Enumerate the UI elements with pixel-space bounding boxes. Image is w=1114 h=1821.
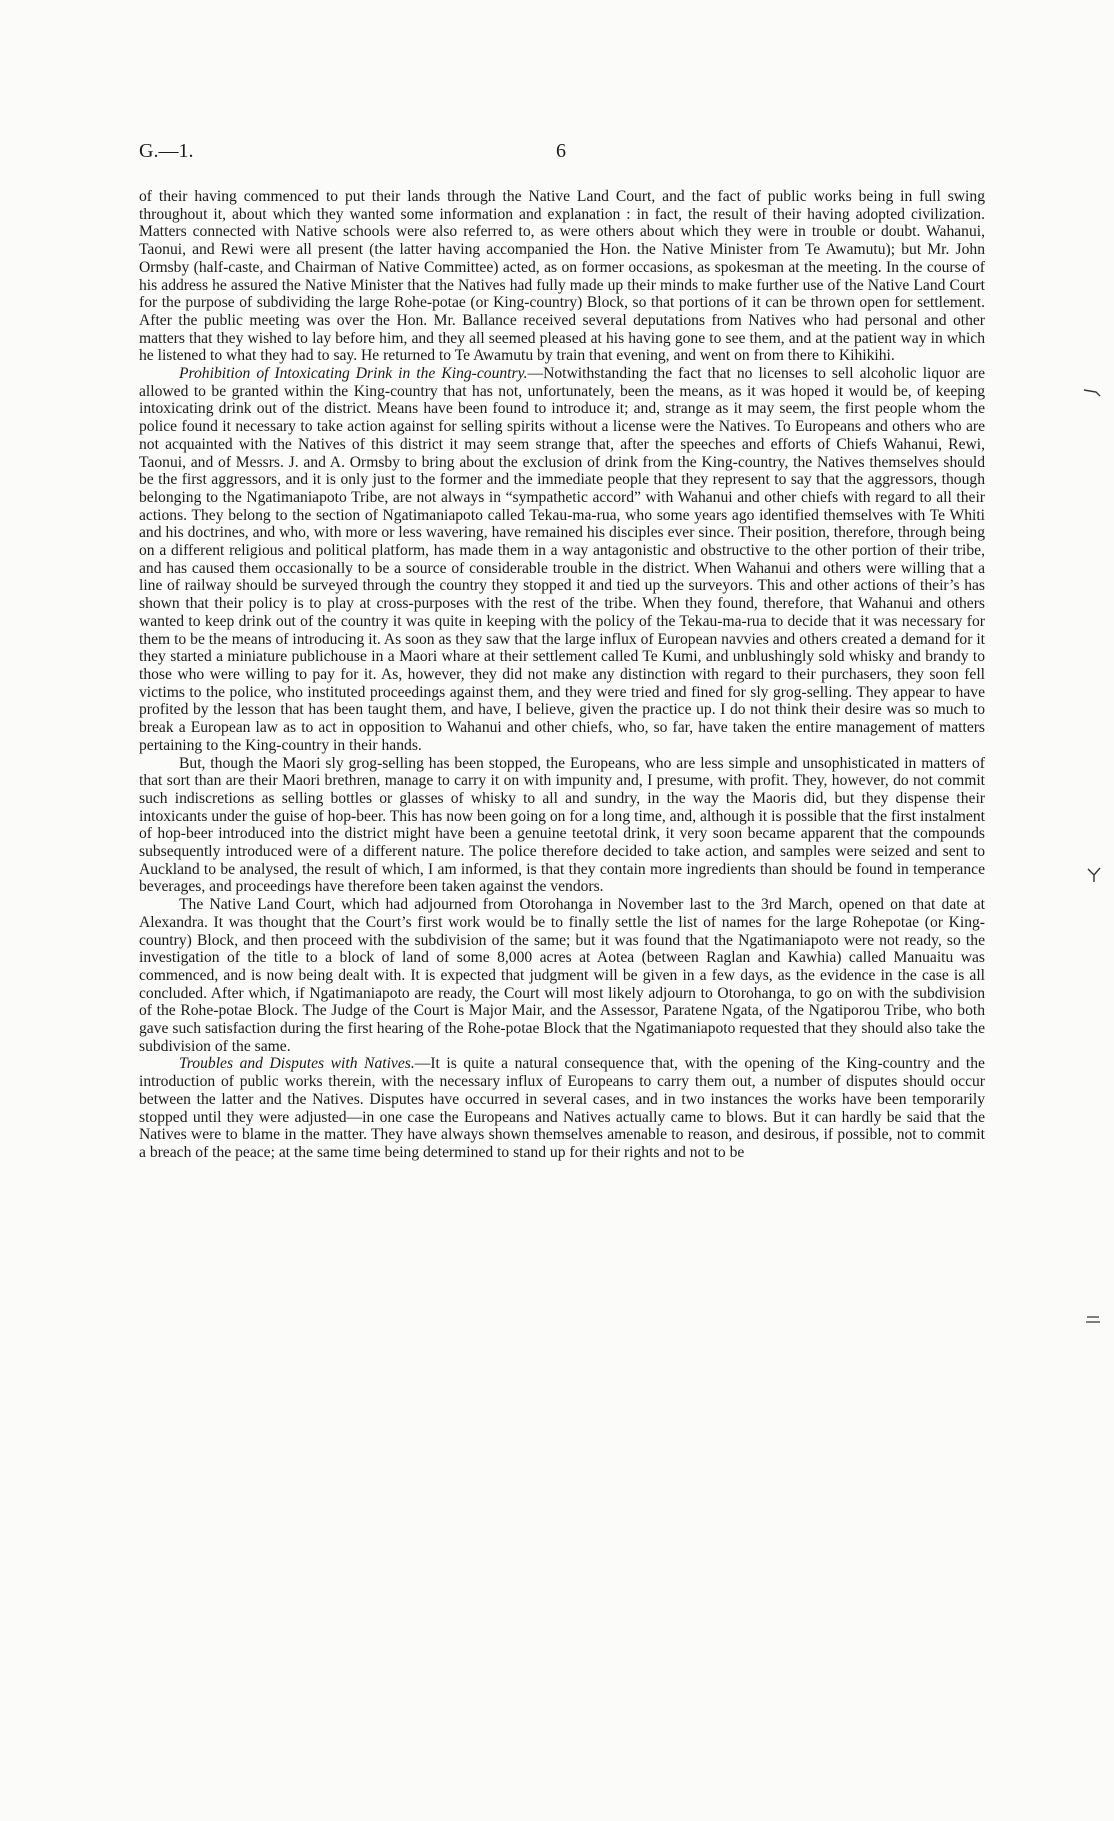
paragraph-4-text: The Native Land Court, which had adjourned from Otorohanga in November last to the 3rd March, opened on that date at Alexandra. It was thought that the Court’s first work would be to finally settle the list of names for the large Rohepotae (or King-country) Block, and then proceed with the subdivision of the same; but it was found that the Ngatimaniapoto were not ready, so the investigation of the title to a block of land of some 8,000 acres at Aotea (between Raglan and Kawhia) called Manuaitu was commenced, and is now being dealt with. It is expected that judgment will be given in a few days, as the evidence in the case is all concluded. After which, if Ngatimaniapoto are ready, the Court will most likely adjourn to Otorohanga, to go on with the subdivision of the Rohe-potae Block. The Judge of the Court is Major Mair, and the Assessor, Paratene Ngata, of the Ngatiporou Tribe, who both gave such satisfaction during the first hearing of the Rohe-potae Block that the Ngatimaniapoto requested that they should also take the subdivision of the same.	[139, 896, 985, 1055]
paragraph-5	[139, 1055, 985, 1161]
section-heading-troubles: Troubles and Disputes with Natives.	[179, 1055, 415, 1073]
paragraph-2	[139, 365, 985, 754]
page-number: 6	[556, 140, 566, 162]
paragraph-3-text: But, though the Maori sly grog-selling has been stopped, the Europeans, who are less simple and unsophisticated in matters of that sort than are their Maori brethren, manage to carry it on with impunity and, I presume, with profit. They, however, do not commit such indiscretions as selling bottles or glasses of whisky to all and sundry, in the way the Maoris did, but they dispense their intoxicants under the guise of hop-beer. This has now been going on for a long time, and, although it is possible that the first instalment of hop-beer introduced into the district might have been a genuine teetotal drink, it very soon became apparent that the compounds subsequently introduced were of a different nature. The police therefore decided to take action, and samples were seized and sent to Auckland to be analysed, the result of which, I am informed, is that they contain more ingredients than should be found in temperance beverages, and proceedings have therefore been taken against the vendors.	[139, 754, 985, 896]
section-heading-prohibition: Prohibition of Intoxicating Drink in the King-country.	[179, 365, 528, 383]
paragraph-2-text: —Notwithstanding the fact that no licenses to sell alcoholic liquor are allowed to be granted within the King-country that has not, unfortunately, been the means, as it was hoped it would be, of keeping intoxicating drink out of the district. Means have been found to introduce it; and, strange as it may seem, the first people whom the police found it necessary to take action against for selling spirits without a license were the Natives. To Europeans and others who are not acquainted with the Natives of this district it may seem strange that, after the speeches and efforts of Chiefs Wahanui, Rewi, Taonui, and of Messrs. J. and A. Ormsby to bring about the exclusion of drink from the King-country, the Natives themselves should be the first aggressors, and it is only just to the former and the immediate people that they represent to say that the aggressors, though belonging to the Ngatimaniapoto Tribe, are not always in “sympathetic accord” with Wahanui and other chiefs with regard to all their actions. They belong to the section of Ngatimaniapoto called Tekau-ma-rua, who some years ago identified themselves with Te Whiti and his doctrines, and who, with more or less wavering, have remained his disciples ever since. Their position, therefore, through being on a different religious and political platform, has made them in a way antagonistic and obstructive to the other portion of their tribe, and has caused them occasionally to be a source of considerable trouble in the district. When Wahanui and others were willing that a line of railway should be surveyed through the country they stopped it and tied up the surveyors. This and other actions of their’s has shown that their policy is to play at cross-purposes with the rest of the tribe. When they found, therefore, that Wahanui and others wanted to keep drink out of the country it was quite in keeping with the policy of the Tekau-ma-rua to decide that it was necessary for them to be the means of introducing it. As soon as they saw that the large influx of European navvies and others created a demand for it they started a miniature publichouse in a Maori whare at their settlement called Te Kumi, and unblushingly sold whisky and brandy to those who were willing to pay for it. As, however, they did not make any distinction with regard to their purchasers, they soon fell victims to the police, who instituted proceedings against them, and they were tried and fined for sly grog-selling. They appear to have profited by the lesson that has been taught them, and have, I believe, given the practice up. I do not think their desire was so much to break a European law as to act in opposition to Wahanui and other chiefs, who, so far, have taken the entire management of matters pertaining to the King-country in their hands.	[139, 365, 985, 754]
paragraph-5-text: —It is quite a natural consequence that, with the opening of the King-country and the introduction of public works therein, with the necessary influx of Europeans to carry them out, a number of disputes should occur between the latter and the Natives. Disputes have occurred in several cases, and in two instances the works have been temporarily stopped until they were adjusted—in one case the Europeans and Natives actually came to blows. But it can hardly be said that the Natives were to blame in the matter. They have always shown themselves amenable to reason, and desirous, if possible, not to commit a breach of the peace; at the same time being determined to stand up for their rights and not to be	[139, 1055, 985, 1161]
document-reference: G.—1.	[139, 140, 194, 162]
paragraph-4	[139, 896, 985, 1055]
paragraph-1	[139, 188, 985, 365]
margin-mark-2	[1086, 866, 1102, 884]
margin-mark-1	[1082, 384, 1102, 398]
page-header	[139, 140, 979, 170]
body-text	[139, 188, 985, 1162]
margin-mark-3	[1084, 1314, 1102, 1328]
paragraph-1-text: of their having commenced to put their lands through the Native Land Court, and the fact of public works being in full swing throughout it, about which they wanted some information and explanation : in fact, the result of their having adopted civilization. Matters connected with Native schools were also referred to, as were others about which they were in trouble or doubt. Wahanui, Taonui, and Rewi were all present (the latter having accompanied the Hon. the Native Minister from Te Awamutu); but Mr. John Ormsby (half-caste, and Chairman of Native Committee) acted, as on former occasions, as spokesman at the meeting. In the course of his address he assured the Native Minister that the Natives had fully made up their minds to make further use of the Native Land Court for the purpose of subdividing the large Rohe-potae (or King-country) Block, so that portions of it can be thrown open for settlement. After the public meeting was over the Hon. Mr. Ballance received several deputations from Natives who had personal and other matters that they wished to lay before him, and they all seemed pleased at his having gone to see them, and at the patient way in which he listened to what they had to say. He returned to Te Awamutu by train that evening, and went on from there to Kihikihi.	[139, 188, 985, 365]
paragraph-3	[139, 755, 985, 897]
